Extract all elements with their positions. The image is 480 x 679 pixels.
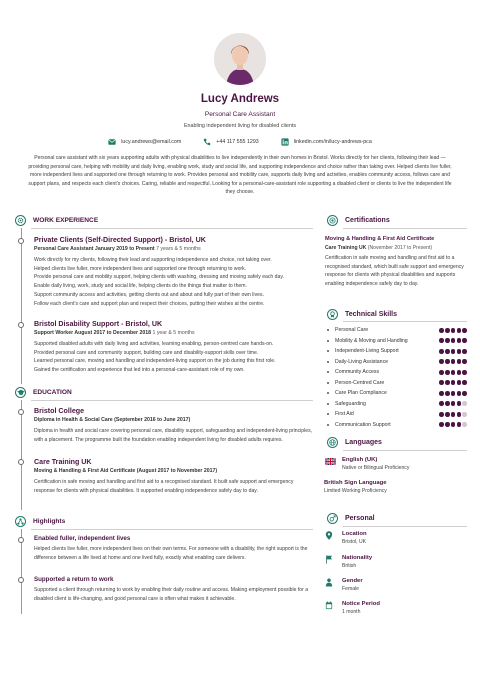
rating-dot (451, 401, 456, 406)
rating-dot (439, 370, 444, 375)
skill-item (327, 388, 467, 399)
rating-dot (445, 391, 450, 396)
divider (31, 400, 313, 401)
bullet-icon (327, 392, 329, 394)
certifications-heading (327, 215, 390, 226)
section-icon-badge (15, 215, 26, 226)
language-name: English (UK) (342, 457, 378, 463)
personal-heading (327, 513, 375, 524)
skills-title: Technical Skills (345, 311, 398, 318)
uk-flag-icon (325, 458, 336, 465)
bullet-icon (327, 413, 329, 415)
rating-dot (457, 349, 462, 354)
rating-dot (445, 349, 450, 354)
timeline-dot (18, 322, 24, 328)
timeline-line (21, 228, 22, 384)
target-icon (329, 217, 336, 224)
rating-dot (445, 359, 450, 364)
rating-dot (439, 359, 444, 364)
languages-title: Languages (345, 439, 382, 446)
profile-photo (214, 33, 266, 85)
skill-name: Person-Centred Care (335, 379, 385, 386)
profile-summary: Personal care assistant with six years supporting adults with physical disabilities to live independently in their own homes in Bristol. Works directly for her clients, following their lead — providing personal care, helping with mobility and daily living, enabling work, study and social life, and supporting independence and choice rather than taking over. Helped clients live fuller, more independent lives and supported one through returning to work. Provides personal and mobility care, supports daily living and activities, enables community access, follows care and support plans, and respects each client's choices. Caring, reliable and respectful. Looking for a personal-care-assistant role supporting a disabled client or clients to live the independent life they choose. (28, 155, 452, 195)
skill-level-rating (439, 422, 467, 427)
rating-dot (457, 370, 462, 375)
skill-item (327, 325, 467, 336)
personal-value: 1 month (342, 609, 361, 615)
section-icon-badge (15, 387, 26, 398)
rating-dot (457, 401, 462, 406)
certifications-title: Certifications (345, 217, 390, 224)
rating-dot (462, 370, 467, 375)
rating-dot (457, 412, 462, 417)
timeline-dot (18, 537, 24, 543)
skill-level-rating (439, 380, 467, 385)
school-name: Care Training UK (34, 458, 92, 466)
skill-item (327, 378, 467, 389)
email-contact[interactable] (108, 138, 181, 146)
work-duration: 1 year & 5 months (152, 330, 195, 336)
highlights-title: Highlights (33, 518, 66, 525)
bullet-icon (327, 371, 329, 373)
language-name: British Sign Language (324, 480, 387, 486)
rating-dot (451, 380, 456, 385)
section-icon-badge (327, 437, 338, 448)
divider (343, 450, 467, 451)
certification-entry (325, 236, 465, 289)
rating-dot (445, 401, 450, 406)
personal-value: Female (342, 586, 359, 592)
education-entry (34, 407, 313, 444)
gender-icon (329, 515, 336, 522)
rating-dot (462, 422, 467, 427)
award-icon (329, 311, 336, 318)
divider (31, 529, 313, 530)
highlight-entry (34, 535, 313, 562)
bullet-icon (327, 403, 329, 405)
work-entry (34, 320, 313, 375)
timeline-dot (18, 459, 24, 465)
rating-dot (445, 412, 450, 417)
skill-name: Safeguarding (335, 400, 366, 407)
personal-label: Location (342, 531, 367, 537)
divider (343, 228, 467, 229)
school-name: Bristol College (34, 407, 85, 415)
rating-dot (439, 412, 444, 417)
personal-label: Nationality (342, 555, 373, 561)
skill-name: First Aid (335, 411, 354, 418)
rating-dot (439, 401, 444, 406)
language-entry (325, 457, 465, 471)
rating-dot (462, 401, 467, 406)
rating-dot (451, 359, 456, 364)
divider (31, 228, 313, 229)
skill-name: Independent-Living Support (335, 348, 399, 355)
personal-value: Bristol, UK (342, 539, 367, 545)
rating-dot (457, 328, 462, 333)
gear-icon (17, 217, 24, 224)
rating-dot (451, 328, 456, 333)
location-pin-icon (325, 531, 333, 540)
highlight-description: Supported a client through returning to work by enabling their daily routine and access. Making employment possible for a disabled client is life-changing, and good personal care is often what makes it achievable. (34, 587, 309, 602)
timeline-dot (18, 409, 24, 415)
skill-name: Community Access (335, 369, 380, 376)
rating-dot (451, 338, 456, 343)
rating-dot (462, 359, 467, 364)
language-level: Limited Working Proficiency (324, 488, 387, 494)
bullet-icon (327, 424, 329, 426)
language-entry (324, 480, 464, 494)
person-icon (325, 578, 333, 587)
phone-text[interactable]: +44 117 555 1293 (216, 139, 259, 145)
skill-item (327, 346, 467, 357)
rating-dot (462, 380, 467, 385)
highlight-title: Supported a return to work (34, 576, 114, 583)
phone-contact[interactable] (203, 138, 258, 146)
personal-item-nationality (325, 555, 465, 569)
section-icon-badge (15, 516, 26, 527)
languages-heading (327, 437, 382, 448)
personal-title: Personal (345, 515, 375, 522)
bullet-icon (327, 361, 329, 363)
certification-dates: (November 2017 to Present) (367, 245, 433, 251)
work-description: Supported disabled adults with daily living and activities, learning enabling, person-centred care hands-on. Provided personal care and community support, building care and disability-support skills over time. Learned personal care, moving and handling and independent-living support on the job during this first role. Gained the certification and experience that led into a personal-care-assistant role of my own. (34, 341, 276, 374)
timeline-dot (18, 577, 24, 583)
skill-level-rating (439, 359, 467, 364)
phone-icon (203, 138, 211, 146)
personal-label: Notice Period (342, 601, 380, 607)
graduation-cap-icon (17, 389, 25, 396)
skill-name: Personal Care (335, 327, 369, 334)
skill-name: Mobility & Moving and Handling (335, 337, 408, 344)
rating-dot (457, 422, 462, 427)
work-description: Work directly for my clients, following their lead and supporting independence and choice, not taking over. Helped clients live fuller, more independent lives and supported one through returning to work. Provide personal care and mobility support, helping clients with washing, dressing and moving safely each day. Enable daily living, work, study and social life, helping clients do the things that matter to them. Support community access and activities, getting clients out and about and fully part of their own lives. Follow each client's care and support plan and respect their choices, putting their wishes at the centre. (34, 257, 284, 307)
highlight-description: Helped clients live fuller, more independent lives on their own terms. For someone with a disability, the right support is the difference between a life lived at home and one lived fully, exactly what enabling care delivers. (34, 546, 308, 561)
rating-dot (451, 349, 456, 354)
skills-heading (327, 309, 397, 320)
education-heading (15, 387, 72, 398)
work-title: Bristol Disability Support - Bristol, UK (34, 320, 163, 328)
linkedin-text[interactable]: linkedin.com/in/lucy-andrews-pca (293, 139, 372, 145)
personal-item-gender (325, 578, 465, 592)
skill-name: Communication Support (335, 421, 391, 428)
linkedin-icon (281, 138, 289, 146)
skill-item (327, 367, 467, 378)
highlights-heading (15, 516, 65, 527)
personal-item-location (325, 531, 465, 545)
work-experience-heading (15, 215, 98, 226)
candidate-name: Lucy Andrews (200, 93, 280, 105)
rating-dot (462, 328, 467, 333)
work-experience-title: WORK EXPERIENCE (33, 217, 99, 224)
personal-item-notice-period (325, 601, 465, 615)
rating-dot (439, 380, 444, 385)
rating-dot (439, 338, 444, 343)
work-subtitle: Personal Care Assistant January 2019 to Present 7 years & 5 months (34, 246, 201, 252)
candidate-tagline: Enabling independent living for disabled clients (183, 123, 297, 129)
contact-bar (0, 138, 480, 146)
rating-dot (462, 349, 467, 354)
bullet-icon (327, 340, 329, 342)
bullet-icon (327, 382, 329, 384)
certification-description: Certification in safe moving and handling and first aid to a recognised standard, which built safe support and emergency response for clients with physical disabilities and supports enabling independence safely day to day. (325, 255, 464, 288)
skill-item (327, 409, 467, 420)
work-entry (34, 236, 313, 308)
rating-dot (445, 422, 450, 427)
network-icon (17, 518, 24, 525)
skill-level-rating (439, 338, 467, 343)
highlight-title: Enabled fuller, independent lives (34, 535, 131, 542)
skill-level-rating (439, 349, 467, 354)
certification-issuer: Care Training UK (November 2017 to Present) (325, 245, 433, 251)
section-icon-badge (327, 215, 338, 226)
calendar-icon (325, 601, 333, 610)
rating-dot (451, 370, 456, 375)
degree: Diploma in Health & Social Care (September 2016 to June 2017) (34, 417, 191, 423)
divider (343, 526, 467, 527)
language-level: Native or Bilingual Proficiency (342, 465, 410, 471)
skill-name: Care Plan Compliance (335, 390, 387, 397)
education-description: Certification in safe moving and handling and first aid to a recognised standard. It built safe support and emergency response for clients with physical disabilities. It supported enabling independence safely day to day. (34, 479, 294, 494)
rating-dot (457, 380, 462, 385)
highlight-entry (34, 576, 313, 603)
rating-dot (462, 391, 467, 396)
email-text[interactable]: lucy.andrews@email.com (121, 139, 182, 145)
work-duration: 7 years & 5 months (156, 246, 201, 252)
section-icon-badge (327, 309, 338, 320)
degree: Moving & Handling & First Aid Certificate (August 2017 to November 2017) (34, 468, 218, 474)
personal-label: Gender (342, 578, 363, 584)
email-icon (108, 138, 116, 146)
education-title: EDUCATION (33, 389, 72, 396)
candidate-role: Personal Care Assistant (204, 111, 276, 118)
section-icon-badge (327, 513, 338, 524)
rating-dot (457, 359, 462, 364)
linkedin-contact[interactable] (281, 138, 372, 146)
bullet-icon (327, 350, 329, 352)
rating-dot (451, 391, 456, 396)
divider (343, 321, 467, 322)
rating-dot (439, 422, 444, 427)
globe-icon (329, 439, 336, 446)
education-description: Diploma in health and social care covering personal care, disability support, safeguarding and independent-living principles, with a placement. The programme built the foundation enabling independent living for disabled adults requires. (34, 428, 313, 443)
skill-level-rating (439, 412, 467, 417)
skills-list (327, 325, 467, 430)
rating-dot (451, 422, 456, 427)
rating-dot (445, 370, 450, 375)
rating-dot (439, 328, 444, 333)
certification-title: Moving & Handling & First Aid Certificate (325, 236, 435, 242)
rating-dot (457, 391, 462, 396)
skill-item (327, 420, 467, 431)
skill-item (327, 336, 467, 347)
rating-dot (445, 380, 450, 385)
rating-dot (445, 328, 450, 333)
rating-dot (462, 412, 467, 417)
skill-item (327, 357, 467, 368)
bullet-icon (327, 329, 329, 331)
work-subtitle: Support Worker August 2017 to December 2018 1 year & 5 months (34, 330, 195, 336)
rating-dot (457, 338, 462, 343)
skill-level-rating (439, 328, 467, 333)
education-entry (34, 458, 313, 495)
skill-name: Daily-Living Assistance (335, 358, 389, 365)
rating-dot (445, 338, 450, 343)
work-title: Private Clients (Self-Directed Support) - Bristol, UK (34, 236, 206, 244)
rating-dot (462, 338, 467, 343)
skill-level-rating (439, 401, 467, 406)
timeline-line (21, 400, 22, 510)
rating-dot (439, 349, 444, 354)
personal-value: British (342, 563, 357, 569)
skill-item (327, 399, 467, 410)
skill-level-rating (439, 391, 467, 396)
rating-dot (439, 391, 444, 396)
rating-dot (451, 412, 456, 417)
timeline-dot (18, 238, 24, 244)
flag-icon (325, 555, 333, 564)
skill-level-rating (439, 370, 467, 375)
